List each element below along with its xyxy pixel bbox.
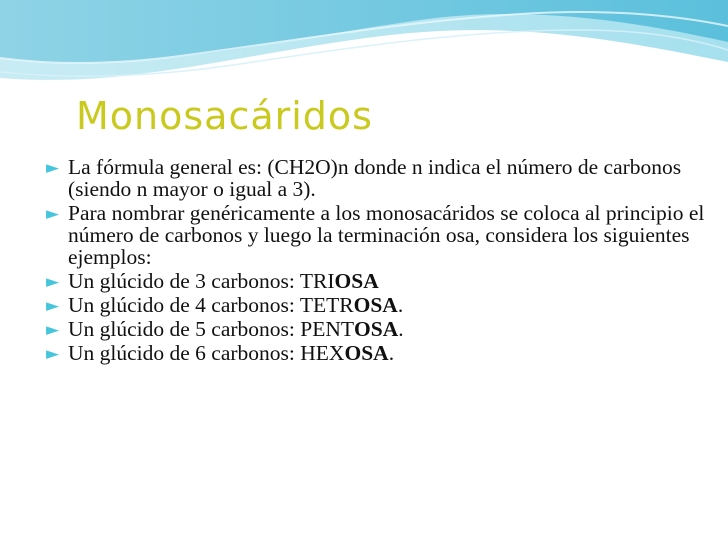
triangle-right-icon: ►: [46, 344, 60, 364]
wave-header-decoration: [0, 0, 728, 100]
triangle-right-icon: ►: [46, 296, 60, 316]
triangle-right-icon: ►: [46, 272, 60, 292]
triangle-right-icon: ►: [46, 320, 60, 340]
bullet-bold-suffix: OSA: [354, 317, 399, 341]
bullet-punctuation: .: [397, 293, 404, 317]
list-item: [46, 270, 706, 292]
list-item: [46, 342, 706, 364]
slide-title: Monosacáridos: [76, 94, 373, 138]
bullet-text: La fórmula general es: (CH2O)n donde n indica el número de carbonos (siendo n mayor o igual a 3).: [68, 155, 682, 201]
bullet-bold-suffix: OSA: [344, 341, 389, 365]
bullet-bold-suffix: OSA: [353, 293, 398, 317]
bullet-text: Para nombrar genéricamente a los monosacáridos se coloca al principio el número de carbonos y luego la terminación osa, considera los siguientes ejemplos:: [68, 201, 705, 269]
triangle-right-icon: ►: [46, 204, 60, 224]
triangle-right-icon: ►: [46, 158, 60, 178]
bullet-text: Un glúcido de 6 carbonos: HEX: [68, 341, 345, 365]
list-item: [46, 156, 706, 200]
list-item: [46, 318, 706, 340]
bullet-punctuation: .: [398, 317, 404, 341]
list-item: [46, 294, 706, 316]
bullet-text: Un glúcido de 4 carbonos: TETR: [68, 293, 354, 317]
bullet-list: [46, 156, 706, 366]
bullet-text: Un glúcido de 3 carbonos: TRI: [68, 269, 335, 293]
bullet-text: Un glúcido de 5 carbonos: PENT: [68, 317, 355, 341]
bullet-bold-suffix: OSA: [334, 269, 379, 293]
bullet-punctuation: .: [388, 341, 395, 365]
list-item: [46, 202, 706, 268]
